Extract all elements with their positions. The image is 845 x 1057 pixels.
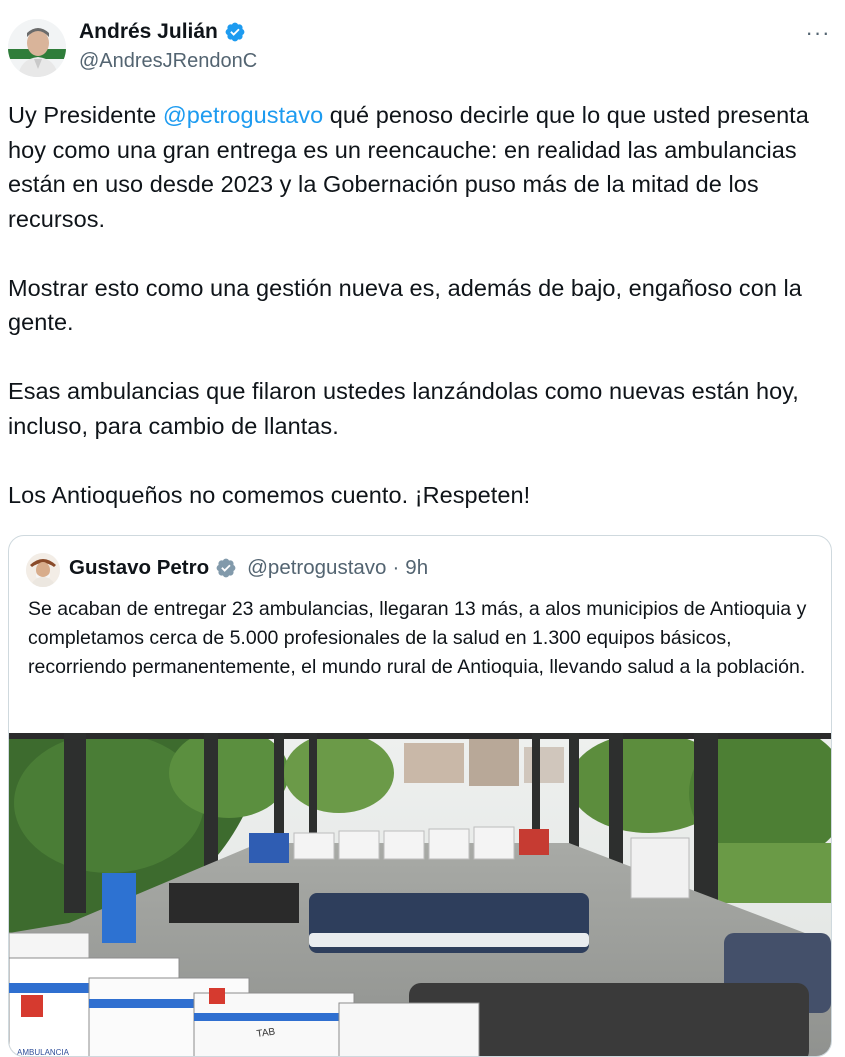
ambulance-label-1: AMBULANCIA (17, 1048, 70, 1057)
quoted-header (69, 556, 428, 580)
tweet-paragraph: Esas ambulancias que filaron ustedes lanzándolas como nuevas están hoy, incluso, para cambio de llantas. (8, 378, 799, 439)
quoted-handle[interactable]: @petrogustavo (247, 556, 387, 579)
author-name[interactable] (79, 20, 246, 44)
tweet-paragraph: Mostrar esto como una gestión nueva es, además de bajo, engañoso con la gente. (8, 274, 802, 335)
verified-badge-icon (224, 21, 246, 43)
quoted-name[interactable]: Gustavo Petro (69, 556, 210, 579)
tweet-paragraph: Los Antioqueños no comemos cuento. ¡Respeten! (8, 481, 531, 508)
quoted-avatar[interactable] (26, 553, 60, 587)
more-options-icon: ··· (805, 20, 831, 45)
author-avatar[interactable] (8, 19, 66, 77)
mention-link[interactable]: @petrogustavo (162, 102, 324, 128)
quoted-avatar-icon (26, 553, 60, 587)
author-handle[interactable]: @AndresJRendonC (79, 50, 258, 72)
ambulance-label-2: TAB (255, 1026, 276, 1040)
more-options-button[interactable] (801, 18, 835, 48)
quoted-text: Se acaban de entregar 23 ambulancias, llegaran 13 más, a alos municipios de Antioquia y completamos cerca de 5.000 profesionales de la salud en 1.300 equipos básicos, recorriendo permanentemente, el mundo rural de Antioquia, llevando salud a la población. (28, 598, 807, 678)
tweet-paragraph: Uy Presidente @petrogustavo qué penoso decirle que lo que usted presenta hoy como una gran entrega es un reencauche: en realidad las ambulancias están en uso desde 2023 y la Gobernación puso más de la mitad de los recursos. (8, 102, 809, 232)
event-photo-icon[interactable] (9, 733, 831, 1057)
avatar-photo-icon (8, 19, 66, 77)
quoted-separator: · (392, 556, 400, 579)
government-verified-icon (215, 557, 237, 579)
tweet-text (8, 98, 838, 547)
quoted-tweet[interactable] (8, 535, 832, 1057)
author-name-text[interactable]: Andrés Julián (79, 20, 218, 43)
quoted-time[interactable]: 9h (405, 556, 429, 579)
